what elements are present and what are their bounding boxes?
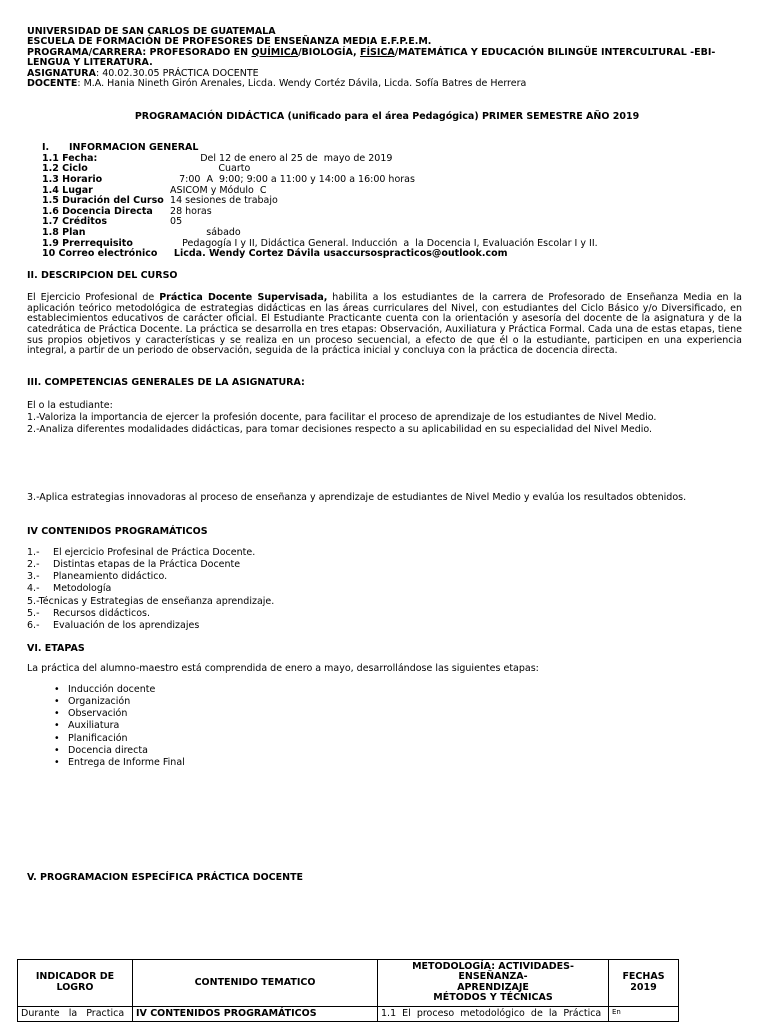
info-label: 1.2 Ciclo [42,163,88,175]
list-item-text: 5.-Técnicas y Estrategias de enseñanza aprendizaje. [27,595,275,607]
list-item-number: 4.- [27,583,40,595]
competency-1: 1.-Valoriza la importancia de ejercer la profesión docente, para facilitar el proceso de aprendizaje de los estudiantes de Nivel Medio. [27,412,657,424]
teacher-line: DOCENTE: M.A. Hania Nineth Girón Arenales, Licda. Wendy Cortéz Dávila, Licda. Sofía Batres de Herrera [27,78,527,90]
list-item [27,596,742,608]
list-item-text: Evaluación de los aprendizajes [53,619,200,631]
page-title: PROGRAMACIÓN DIDÁCTICA (unificado para el área Pedagógica) PRIMER SEMESTRE AÑO 2019 [134,111,640,122]
info-value: 7:00 A 9:00; 9:00 a 11:00 y 14:00 a 16:00 horas [164,173,415,185]
info-label: 1.8 Plan [42,227,86,238]
list-item [27,583,742,595]
document-header [27,27,747,90]
list-item-number: 5.- [27,607,40,619]
description-heading: II. DESCRIPCION DEL CURSO [27,270,178,281]
info-value: 28 horas [164,205,212,217]
school-name: ESCUELA DE FORMACIÓN DE PROFESORES DE ENSEÑANZA MEDIA E.F.P.E.M. [27,36,432,48]
info-row [42,217,598,228]
list-item-number: 2.- [27,559,40,571]
stage-item: • Inducción docente [54,684,742,696]
contents-list [27,547,742,632]
list-item-number: 1.- [27,547,40,558]
info-value: sábado [164,227,241,238]
col-header-content: CONTENIDO TEMATICO [133,960,378,1007]
cell-methodology: 1.1 El proceso metodológico de la Práctica [378,1006,609,1022]
stage-item: • Observación [54,708,742,720]
list-item-text: Planeamiento didáctico. [53,571,168,583]
list-item-number: 3.- [27,571,40,583]
info-label: 1.5 Duración del Curso [42,195,164,207]
contents-heading: IV CONTENIDOS PROGRAMÁTICOS [27,526,208,537]
col-header-methodology: METODOLOGÍA: ACTIVIDADES-ENSEÑANZA- APRENDIZAJE MÉTODOS Y TÉCNICAS [378,960,609,1007]
stages-intro: La práctica del alumno-maestro está comprendida de enero a mayo, desarrollándose las siguientes etapas: [27,663,539,674]
col-header-dates: FECHAS 2019 [609,960,679,1007]
university-name: UNIVERSIDAD DE SAN CARLOS DE GUATEMALA [27,26,276,37]
cell-indicator: Durante la Practica [18,1006,133,1022]
table-row [18,1006,679,1022]
stage-item: • Planificación [54,733,742,745]
info-value: ASICOM y Módulo C [164,184,267,196]
info-label: 1.4 Lugar [42,184,93,196]
list-item-text: El ejercicio Profesinal de Práctica Docente. [53,547,256,558]
col-header-indicator: INDICADOR DE LOGRO [18,960,133,1007]
list-item-number: 6.- [27,619,40,631]
competencies-heading: III. COMPETENCIAS GENERALES DE LA ASIGNATURA: [27,377,305,388]
info-label: 10 Correo electrónico [42,248,158,260]
info-label: 1.3 Horario [42,173,103,185]
list-item-text: Distintas etapas de la Práctica Docente [53,559,241,571]
stage-item: • Organización [54,696,742,708]
stage-item: • Auxiliatura [54,720,742,732]
info-value: 14 sesiones de trabajo [164,195,278,207]
list-item [27,608,742,620]
stage-item: • Entrega de Informe Final [54,757,742,769]
competencies-list [27,400,742,436]
info-row [42,207,598,218]
info-row [42,249,598,260]
programming-table [17,959,679,1022]
general-info-table [42,154,598,260]
cell-dates: En [609,1006,679,1022]
list-item-text: Metodología [53,583,112,595]
competencies-intro: El o la estudiante: [27,400,113,411]
description-paragraph: El Ejercicio Profesional de Práctica Docente Supervisada, habilita a los estudiantes de la carrera de Profesorado de Enseñanza Media en la aplicación teórico metodológica de estrategias didácticas en las áreas curriculares del Nivel, con estudiantes del Ciclo Básico y/o Diversificado, en establecimientos educativos de carácter oficial. El Estudiante Practicante cuenta con la orientación y asesoría del docente de la asignatura y de la catedrática de Práctica Docente. La práctica se desarrolla en tres etapas: Observación, Auxiliatura y Práctica Formal. Cada una de estas etapas, tiene sus propios objetivos y características y se realiza en un proceso secuencial, a efecto de que él o la estudiante, participen en una experiencia integral, a partir de un periodo de observación, seguida de la práctica inicial y concluya con la práctica de docencia directa. [27,292,742,357]
info-value: Licda. Wendy Cortez Dávila usaccursospracticos@outlook.com [164,248,508,260]
info-label: 1.7 Créditos [42,216,108,228]
list-item [27,559,742,571]
subject-line: ASIGNATURA: 40.02.30.05 PRÁCTICA DOCENTE [27,67,259,79]
program-line: PROGRAMA/CARRERA: PROFESORADO EN QUÍMICA/BIOLOGÍA, FÍSICA/MATEMÁTICA Y EDUCACIÓN BILINGÜE INTERCULTURAL -EBI- LENGUA Y LITERATURA. [27,46,716,69]
stages-heading: VI. ETAPAS [27,643,85,654]
info-label: 1.9 Prerrequisito [42,237,133,249]
list-item-text: Recursos didácticos. [53,607,151,619]
general-info [42,143,742,260]
info-value: Cuarto [164,163,251,175]
list-item [27,620,742,632]
cell-content: IV CONTENIDOS PROGRAMÁTICOS [133,1006,378,1022]
info-value: Pedagogía I y II, Didáctica General. Inducción a la Docencia I, Evaluación Escolar I y II. [164,237,598,249]
stages-list [27,684,742,769]
stage-item: • Docencia directa [54,745,742,757]
info-value: Del 12 de enero al 25 de mayo de 2019 [164,152,393,164]
list-item [27,547,742,559]
list-item [27,571,742,583]
info-label: 1.1 Fecha: [42,152,98,164]
general-info-heading: I. INFORMACION GENERAL [42,142,199,153]
programming-heading: V. PROGRAMACION ESPECÍFICA PRÁCTICA DOCENTE [27,872,304,883]
competency-2: 2.-Analiza diferentes modalidades didácticas, para tomar decisiones respecto a su aplicabilidad en su especialidad del Nivel Medio. [27,424,653,436]
competency-3: 3.-Aplica estrategias innovadoras al proceso de enseñanza y aprendizaje de estudiantes de Nivel Medio y evalúa los resultados obtenidos. [27,492,687,503]
info-row [42,154,598,165]
info-value: 05 [164,216,183,228]
info-label: 1.6 Docencia Directa [42,205,153,217]
info-row [42,175,598,186]
